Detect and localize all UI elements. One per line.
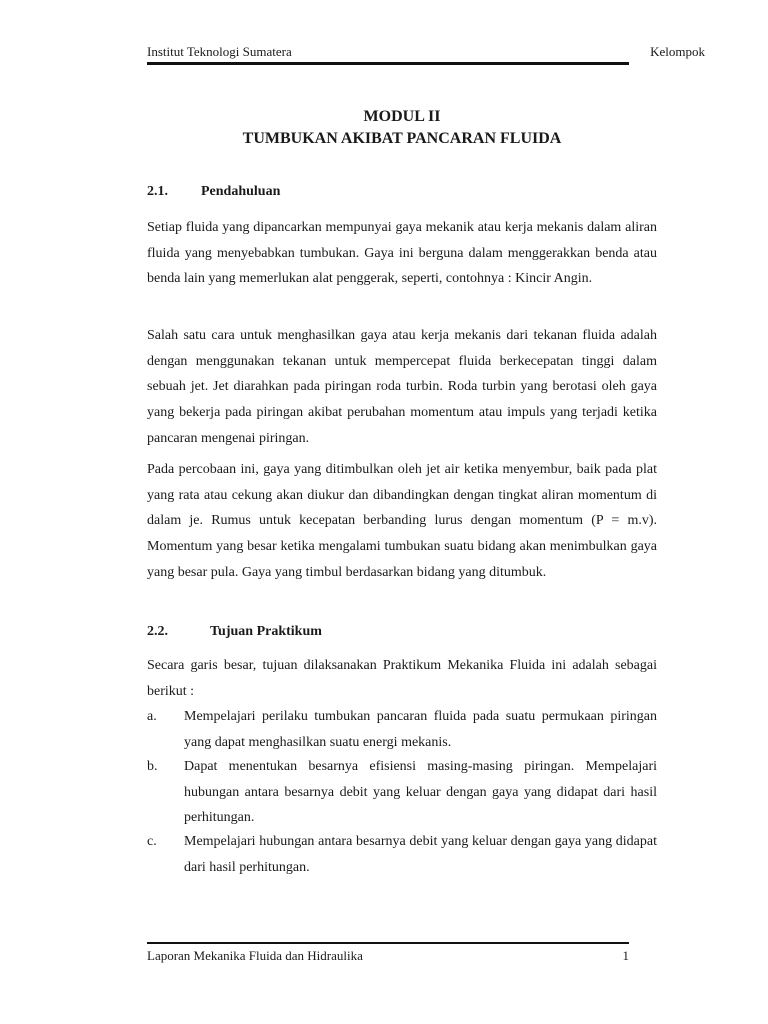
paragraph-2: Salah satu cara untuk menghasilkan gaya atau kerja mekanis dari tekanan fluida adalah dengan menggunakan tekanan untuk mempercepat fluida berkecepatan tinggi dalam sebuah jet. Jet diarahkan pada piringan roda turbin. Roda turbin yang berotasi oleh gaya yang bekerja pada piringan akibat perubahan momentum atau impuls yang terjadi ketika pancaran mengenai piringan. (147, 328, 657, 446)
list-marker: c. (147, 834, 157, 849)
list-marker: b. (147, 759, 158, 774)
module-title (147, 106, 657, 150)
page-number: 1 (622, 948, 629, 963)
module-title-line1: MODUL II (363, 108, 441, 125)
page-footer (147, 948, 629, 964)
section-title: Tujuan Praktikum (210, 624, 322, 639)
module-title-line2: TUMBUKAN AKIBAT PANCARAN FLUIDA (242, 130, 562, 147)
list-item-text: Mempelajari perilaku tumbukan pancaran fluida pada suatu permukaan piringan yang dapat menghasilkan suatu energi mekanis. (184, 709, 657, 750)
list-item (147, 704, 657, 755)
paragraph-1: Setiap fluida yang dipancarkan mempunyai gaya mekanik atau kerja mekanis dalam aliran fluida yang menyebabkan tumbukan. Gaya ini berguna dalam menggerakkan benda atau benda lain yang memerlukan alat penggerak, seperti, contohnya : Kincir Angin. (147, 220, 657, 287)
footer-rule (147, 942, 629, 944)
header-rule (147, 62, 629, 65)
list-item (147, 829, 657, 880)
section-number: 2.1. (147, 184, 168, 199)
header-institution: Institut Teknologi Sumatera (147, 44, 292, 59)
section-title: Pendahuluan (201, 184, 281, 199)
section-number: 2.2. (147, 624, 168, 639)
list-item-text: Mempelajari hubungan antara besarnya debit yang keluar dengan gaya yang didapat dari hasil perhitungan. (184, 834, 657, 875)
list-item (147, 754, 657, 831)
paragraph-3: Pada percobaan ini, gaya yang ditimbulkan oleh jet air ketika menyembur, baik pada plat yang rata atau cekung akan diukur dan dibandingkan dengan tingkat aliran momentum di dalam je. Rumus untuk kecepatan berbanding lurus dengan momentum (P = m.v). Momentum yang besar ketika mengalami tumbukan suatu bidang akan menimbulkan gaya yang besar pula. Gaya yang timbul berdasarkan bidang yang ditumbuk. (147, 462, 657, 580)
list-item-text: Dapat menentukan besarnya efisiensi masing-masing piringan. Mempelajari hubungan antara besarnya debit yang keluar dengan gaya yang didapat dari hasil perhitungan. (184, 759, 657, 825)
section-heading-2-2 (147, 624, 322, 640)
list-marker: a. (147, 709, 157, 724)
header-group: Kelompok (650, 44, 705, 59)
page-header (147, 44, 705, 60)
footer-report-title: Laporan Mekanika Fluida dan Hidraulika (147, 948, 363, 963)
section-heading-2-1 (147, 184, 280, 200)
objectives-intro: Secara garis besar, tujuan dilaksanakan Praktikum Mekanika Fluida ini adalah sebagai berikut : (147, 658, 657, 699)
